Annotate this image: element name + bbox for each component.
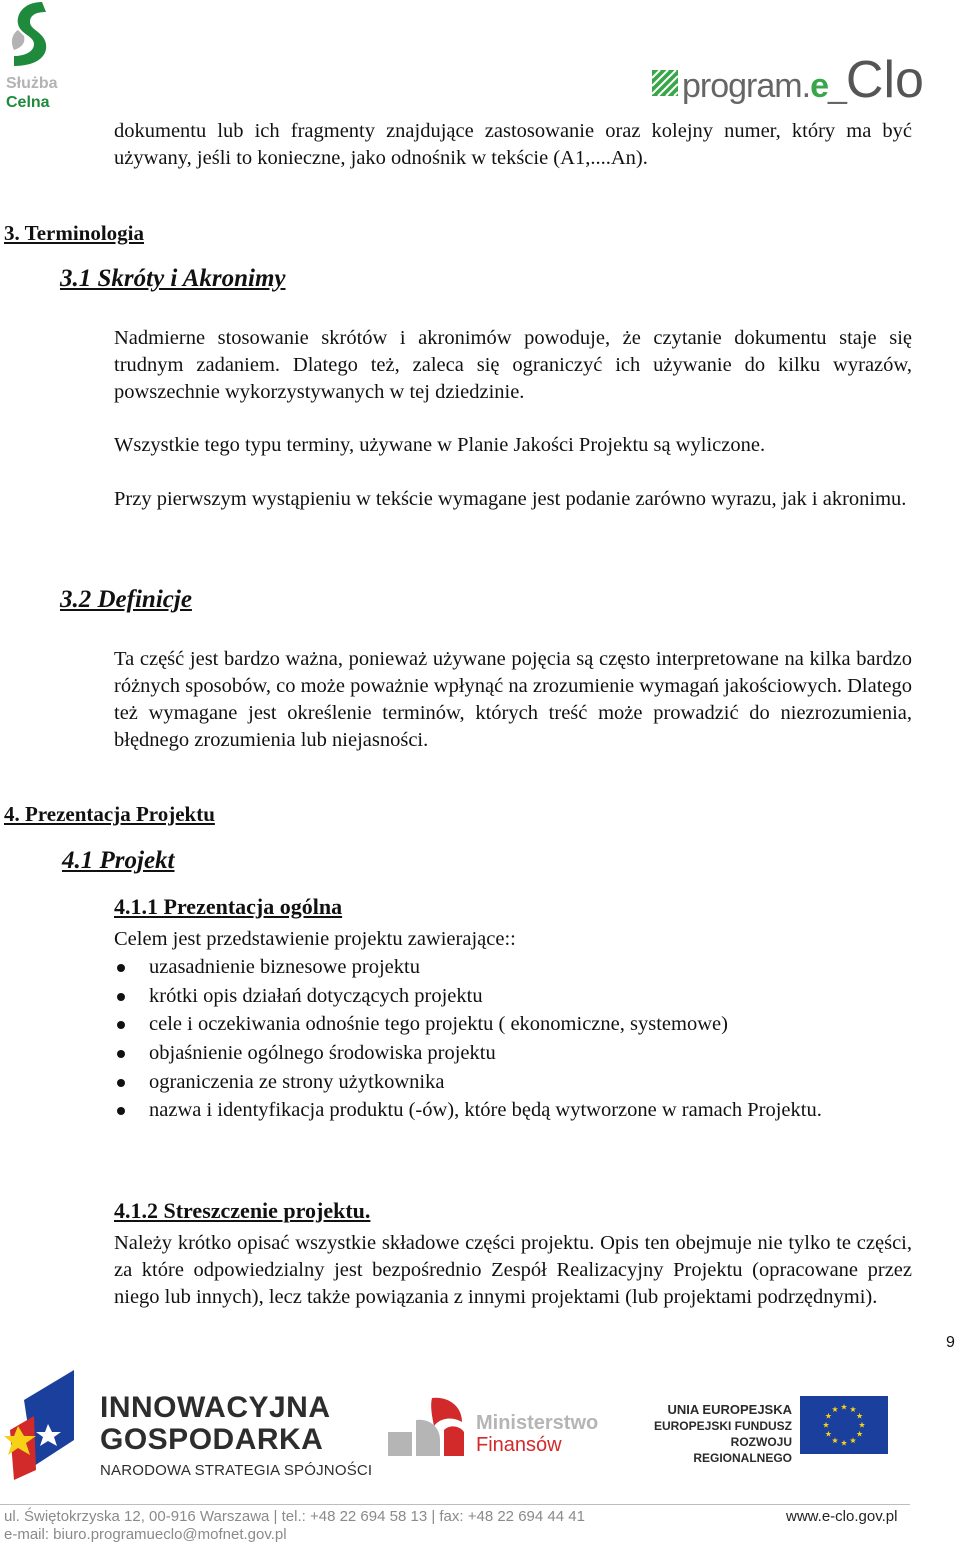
subsection-4-1-1-heading: 4.1.1 Prezentacja ogólna [114, 894, 343, 919]
list-item [114, 1097, 912, 1124]
customs-logo-line2: Celna [6, 94, 50, 111]
ministry-of-finance-emblem-icon [388, 1396, 470, 1456]
list-item [114, 1011, 912, 1038]
list-item-text: cele i oczekiwania odnośnie tego projektu ( ekonomiczne, systemowe) [149, 1013, 728, 1036]
innovative-economy-logo [100, 1392, 372, 1482]
eu-flag-icon [800, 1396, 888, 1454]
footer-contact [4, 1508, 585, 1544]
project-presentation-list [114, 954, 912, 1126]
bullet-icon [117, 993, 125, 1001]
list-item-text: krótki opis działań dotyczących projektu [149, 984, 483, 1007]
list-item [114, 1040, 912, 1067]
section-3-heading: 3. Terminologia [4, 221, 145, 245]
list-item-text: nazwa i identyfikacja produktu (-ów), które będą wytworzone w ramach Projektu. [149, 1099, 822, 1122]
footer-email-line: e-mail: biuro.programueclo@mofnet.gov.pl [4, 1526, 287, 1543]
mf-line-1: Ministerstwo [476, 1412, 599, 1434]
intro-paragraph: dokumentu lub ich fragmenty znajdujące zastosowanie oraz kolejny numer, który ma być używany, jeśli to konieczne, jako odnośnik w tekście (A1,....An). [114, 120, 912, 169]
subsection-3-1-paragraph-1: Nadmierne stosowanie skrótów i akronimów powoduje, że czytanie dokumentu staje się trudnym zadaniem. Dlatego też, zaleca się ograniczyć ich używanie do kilku wyrazów, powszechnie wykorzystywanych w tej dziedzinie. [114, 327, 912, 403]
customs-logo-line1: Służba [6, 75, 58, 92]
program-prefix: program. [682, 67, 811, 105]
ig-line-1: INNOWACYJNA [100, 1391, 331, 1424]
mf-line-2: Finansów [476, 1434, 562, 1456]
subsection-4-1-1-intro: Celem jest przedstawienie projektu zawierające:: [114, 928, 516, 950]
bullet-icon [117, 964, 125, 972]
footer-divider [0, 1504, 910, 1505]
list-item-text: ograniczenia ze strony użytkownika [149, 1070, 445, 1093]
program-underscore: _ [827, 67, 846, 105]
subsection-4-1-2-heading: 4.1.2 Streszczenie projektu. [114, 1198, 371, 1223]
ue-line-1: UNIA EUROPEJSKA [667, 1402, 792, 1417]
subsection-3-2-paragraph: Ta część jest bardzo ważna, ponieważ używane pojęcia są często interpretowane na kilka bardzo różnych sposobów, co może poważnie wpłynąć na zrozumienie wymagań jakościowych. Dlatego też wymagane jest określenie terminów, których treść może prowadzić do niezrozumienia, błędnego zrozumienia lub niejasności. [114, 648, 912, 751]
bullet-icon [117, 1050, 125, 1058]
list-item-text: objaśnienie ogólnego środowiska projektu [149, 1042, 496, 1065]
bullet-icon [117, 1079, 125, 1087]
list-item [114, 983, 912, 1010]
subsection-4-1-heading: 4.1 Projekt [62, 847, 175, 874]
bullet-icon [117, 1021, 125, 1029]
page-number: 9 [946, 1334, 955, 1351]
customs-service-logo [2, 0, 66, 112]
innovative-economy-emblem-icon [4, 1370, 74, 1482]
program-e: e [810, 67, 828, 105]
eclo-stripes-icon [652, 70, 678, 96]
bullet-icon [117, 1107, 125, 1115]
customs-logo-text [6, 74, 58, 112]
ig-line-2: GOSPODARKA [100, 1423, 324, 1456]
list-item [114, 1069, 912, 1096]
customs-emblem-icon [8, 0, 50, 68]
section-4-heading: 4. Prezentacja Projektu [4, 802, 215, 826]
subsection-3-2-heading: 3.2 Definicje [60, 586, 192, 613]
list-item-text: uzasadnienie biznesowe projektu [149, 956, 420, 978]
footer-website-link[interactable]: www.e-clo.gov.pl [786, 1508, 898, 1525]
subsection-3-1-paragraph-3: Przy pierwszym wystąpieniu w tekście wymagane jest podanie zarówno wyrazu, jak i akronimu. [114, 488, 907, 510]
list-item [114, 954, 912, 981]
program-clo: Clo [845, 51, 924, 109]
footer-address-line: ul. Świętokrzyska 12, 00-916 Warszawa | tel.: +48 22 694 58 13 | fax: +48 22 694 44 41 [4, 1508, 585, 1525]
ministry-of-finance-logo [476, 1412, 598, 1456]
program-eclo-logo [652, 46, 924, 109]
subsection-3-1-paragraph-2: Wszystkie tego typu terminy, używane w Planie Jakości Projektu są wyliczone. [114, 434, 766, 456]
ue-line-2: EUROPEJSKI FUNDUSZ [653, 1419, 792, 1433]
ig-line-3: NARODOWA STRATEGIA SPÓJNOŚCI [100, 1462, 373, 1479]
subsection-4-1-2-paragraph: Należy krótko opisać wszystkie składowe części projektu. Opis ten obejmuje nie tylko te części, za które odpowiedzialny jest bezpośrednio Zespół Realizacyjny Projektu (opracowane przez niego lub innych), lecz także powiązania z innymi projektami (lub projektami podrzędnymi). [114, 1232, 912, 1308]
program-eclo-wordmark [682, 51, 924, 109]
subsection-3-1-heading: 3.1 Skróty i Akronimy [60, 265, 286, 292]
eu-fund-logo-text [644, 1402, 792, 1466]
ue-line-3: ROZWOJU REGIONALNEGO [693, 1435, 792, 1465]
